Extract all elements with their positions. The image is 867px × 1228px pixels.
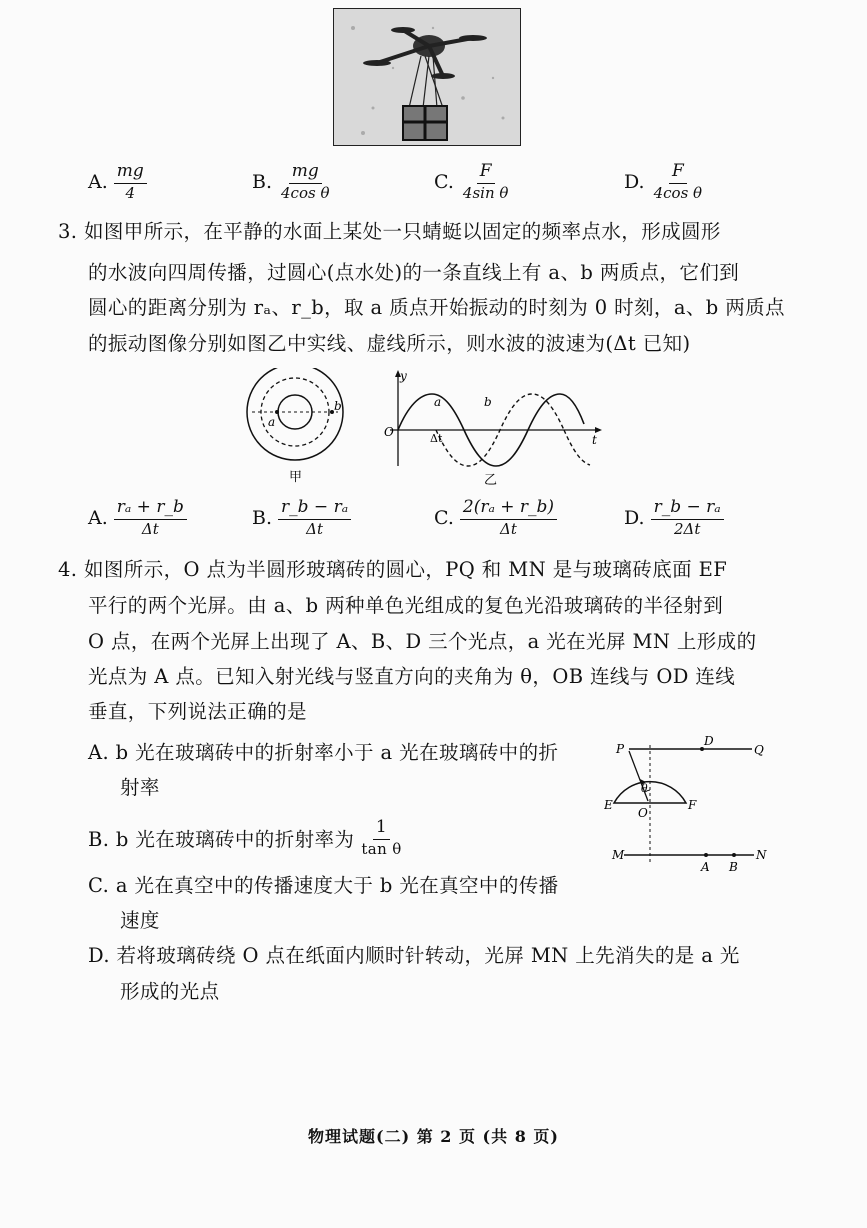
q3-option-d-num: r_b − rₐ bbox=[651, 498, 724, 520]
q4-figure bbox=[604, 735, 774, 875]
q2-option-d-den: 4cos θ bbox=[653, 183, 703, 202]
q3-yi-label-y: y bbox=[400, 369, 407, 383]
q2-option-d bbox=[624, 162, 705, 202]
q3-option-b-num: r_b − rₐ bbox=[278, 498, 351, 520]
q2-option-d-num: F bbox=[669, 162, 687, 184]
q2-option-c-num: F bbox=[477, 162, 495, 184]
q4-fig-label-a: A bbox=[701, 860, 710, 874]
q3-option-d-den: 2Δt bbox=[673, 519, 701, 538]
q4-fig-label-n: N bbox=[756, 848, 767, 862]
q2-option-a-den: 4 bbox=[125, 183, 136, 202]
q4-line-1: 4. 如图所示，O 点为半圆形玻璃砖的圆心，PQ 和 MN 是与玻璃砖底面 EF bbox=[58, 558, 728, 581]
q4-fig-label-p: P bbox=[616, 742, 625, 756]
q3-option-c-num: 2(rₐ + r_b) bbox=[460, 498, 557, 520]
q3-line-3: 圆心的距离分别为 rₐ、r_b，取 a 质点开始振动的时刻为 0 时刻，a、b 两质点 bbox=[88, 296, 785, 319]
q4-fig-label-b: B bbox=[729, 860, 738, 874]
q4-fig-label-o: O bbox=[638, 806, 648, 820]
q4-option-c-line-1: C. a 光在真空中的传播速度大于 b 光在真空中的传播 bbox=[88, 874, 559, 897]
q3-line-2: 的水波向四周传播，过圆心(点水处)的一条直线上有 a、b 两质点，它们到 bbox=[88, 261, 740, 284]
q4-line-4: 光点为 A 点。已知入射光线与竖直方向的夹角为 θ，OB 连线与 OD 连线 bbox=[88, 665, 736, 688]
q4-line-2: 平行的两个光屏。由 a、b 两种单色光组成的复色光沿玻璃砖的半径射到 bbox=[88, 594, 724, 617]
q3-option-c-letter: C. bbox=[434, 506, 454, 529]
q2-option-a bbox=[88, 162, 147, 202]
q3-figure-yi bbox=[376, 368, 606, 490]
q2-option-c-den: 4sin θ bbox=[462, 183, 509, 202]
q3-option-c-den: Δt bbox=[500, 519, 517, 538]
q3-yi-caption: 乙 bbox=[484, 473, 498, 488]
q2-option-c-letter: C. bbox=[434, 170, 454, 193]
q4-fig-label-q: Q bbox=[754, 743, 764, 757]
q3-option-d-letter: D. bbox=[624, 506, 645, 529]
q3-jia-label-b: b bbox=[334, 399, 342, 413]
q4-option-b-text: B. b 光在玻璃砖中的折射率为 bbox=[88, 827, 355, 851]
q2-option-b-den: 4cos θ bbox=[281, 183, 330, 202]
q3-option-a-letter: A. bbox=[88, 506, 108, 529]
q3-option-a-num: rₐ + r_b bbox=[114, 498, 187, 520]
q4-option-c-line-2: 速度 bbox=[120, 909, 160, 932]
q2-option-a-letter: A. bbox=[88, 170, 108, 193]
q4-fig-label-m: M bbox=[612, 848, 625, 862]
q3-option-a-den: Δt bbox=[141, 519, 159, 538]
q3-option-c bbox=[434, 498, 557, 538]
page-footer: 物理试题(二) 第 2 页 (共 8 页) bbox=[308, 1127, 559, 1146]
q3-option-b-den: Δt bbox=[306, 519, 323, 538]
q3-line-1: 3. 如图甲所示，在平静的水面上某处一只蜻蜓以固定的频率点水，形成圆形 bbox=[58, 220, 721, 243]
q4-line-3: O 点，在两个光屏上出现了 A、B、D 三个光点，a 光在光屏 MN 上形成的 bbox=[88, 630, 757, 653]
q4-line-5: 垂直，下列说法正确的是 bbox=[88, 700, 307, 723]
q3-yi-label-a: a bbox=[434, 395, 442, 409]
q4-option-b-num: 1 bbox=[373, 818, 390, 840]
q3-jia-caption: 甲 bbox=[289, 470, 303, 485]
q4-fig-label-f: F bbox=[688, 798, 697, 812]
q3-figure-jia bbox=[240, 368, 355, 488]
q3-line-4: 的振动图像分别如图乙中实线、虚线所示，则水波的波速为(Δt 已知) bbox=[88, 332, 691, 355]
q2-option-a-num: mg bbox=[114, 162, 147, 184]
q2-option-c bbox=[434, 162, 511, 202]
q3-jia-label-a: a bbox=[268, 415, 276, 429]
drone-photo bbox=[333, 8, 521, 146]
q2-option-b bbox=[252, 162, 333, 202]
q2-option-b-letter: B. bbox=[252, 170, 273, 193]
q2-option-d-letter: D. bbox=[624, 170, 645, 193]
q4-option-b bbox=[88, 818, 405, 858]
q3-yi-label-t: t bbox=[592, 433, 597, 447]
q2-option-b-num: mg bbox=[289, 162, 322, 184]
q3-yi-label-dt: Δt bbox=[430, 432, 443, 445]
q4-option-a-line-1: A. b 光在玻璃砖中的折射率小于 a 光在玻璃砖中的折 bbox=[88, 741, 559, 764]
q4-option-b-den: tan θ bbox=[361, 839, 402, 858]
q3-yi-label-o: O bbox=[384, 425, 394, 439]
q3-option-d bbox=[624, 498, 724, 538]
q4-fig-label-e: E bbox=[604, 798, 613, 812]
q3-yi-label-b: b bbox=[484, 395, 492, 409]
q4-option-a-line-2: 射率 bbox=[120, 776, 160, 799]
q3-option-b-letter: B. bbox=[252, 506, 273, 529]
q4-fig-label-theta: θ bbox=[641, 782, 648, 795]
q4-option-d-line-2: 形成的光点 bbox=[120, 980, 220, 1003]
q4-option-d-line-1: D. 若将玻璃砖绕 O 点在纸面内顺时针转动，光屏 MN 上先消失的是 a 光 bbox=[88, 944, 740, 967]
q3-option-b bbox=[252, 498, 351, 538]
q4-fig-label-d: D bbox=[704, 735, 714, 748]
q3-option-a bbox=[88, 498, 187, 538]
